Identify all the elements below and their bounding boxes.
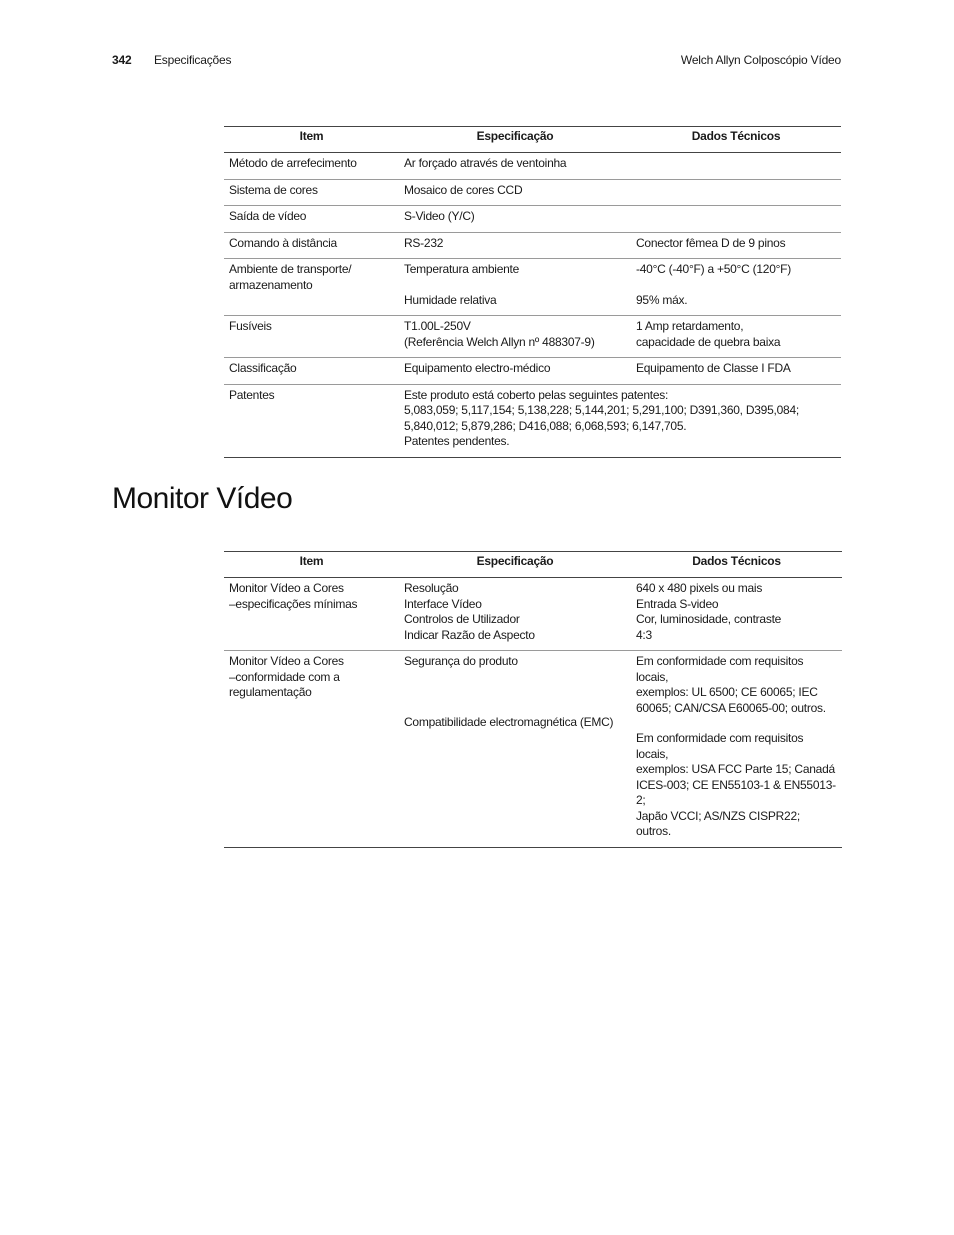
cell-item [224, 358, 399, 385]
cell-line: Monitor Vídeo a Cores [229, 581, 344, 595]
cell-line: ICES-003; CE EN55103-1 & EN55013-2; [636, 777, 836, 807]
cell-line: Este produto está coberto pelas seguintes patentes: [404, 387, 669, 402]
cell-line: Interface Vídeo [404, 596, 482, 611]
cell-spec [399, 259, 631, 316]
cell-line: –conformidade com a [229, 669, 340, 684]
cell-spec [399, 232, 631, 259]
table-row [224, 259, 841, 316]
column-header-item: Item [224, 552, 399, 578]
cell-line: 60065; CAN/CSA E60065-00; outros. [636, 700, 826, 715]
cell-line: exemplos: USA FCC Parte 15; Canadá [636, 762, 835, 776]
cell-item [224, 232, 399, 259]
table-row [224, 384, 841, 457]
cell-line: Equipamento de Classe I FDA [636, 361, 791, 375]
cell-spec [399, 153, 631, 180]
page-number: 342 [112, 53, 132, 67]
cell-line: Japão VCCI; AS/NZS CISPR22; outros. [636, 808, 800, 838]
cell-data [631, 206, 841, 233]
cell-line: 640 x 480 pixels ou mais [636, 581, 763, 595]
cell-line: (Referência Welch Allyn nº 488307-9) [404, 334, 595, 349]
line-gap [636, 716, 837, 731]
table-row [224, 358, 841, 385]
cell-line: Mosaico de cores CCD [404, 182, 523, 197]
cell-line: Patentes [229, 387, 275, 402]
cell-item [224, 206, 399, 233]
cell-line: Resolução [404, 581, 459, 595]
cell-item [224, 316, 399, 358]
cell-line: regulamentação [229, 685, 312, 699]
cell-line: 5,840,012; 5,879,286; D416,088; 6,068,593; 6,147,705. [404, 418, 687, 433]
table-row [224, 179, 841, 206]
cell-item [224, 179, 399, 206]
cell-data [631, 259, 841, 316]
cell-line: Temperatura ambiente [404, 262, 520, 276]
cell-data [631, 179, 841, 206]
cell-line: Equipamento electro-médico [404, 361, 551, 375]
section-title: Monitor Vídeo [112, 482, 293, 515]
table-row [224, 578, 842, 651]
cell-line: S-Video (Y/C) [404, 209, 475, 223]
column-header-item: Item [224, 127, 399, 153]
specifications-table [224, 126, 841, 458]
cell-line: Conector fêmea D de 9 pinos [636, 235, 786, 250]
table-header-row [224, 127, 841, 153]
table-row [224, 153, 841, 180]
cell-line: 4:3 [636, 627, 652, 642]
cell-data [631, 358, 841, 385]
cell-spec [399, 179, 631, 206]
table-row [224, 651, 842, 848]
cell-line: Classificação [229, 361, 297, 375]
cell-data [631, 316, 841, 358]
monitor-specifications-table [224, 551, 842, 848]
column-header-spec: Especificação [399, 127, 631, 153]
cell-line: Humidade relativa [404, 292, 497, 307]
cell-item [224, 384, 399, 457]
cell-line: –especificações mínimas [229, 596, 358, 611]
cell-line: Patentes pendentes. [404, 434, 510, 448]
cell-item [224, 153, 399, 180]
table-body [224, 153, 841, 458]
cell-item [224, 259, 399, 316]
cell-line: Controlos de Utilizador [404, 612, 520, 626]
column-header-data: Dados Técnicos [631, 127, 841, 153]
cell-line: Monitor Vídeo a Cores [229, 654, 344, 668]
cell-spec-full [399, 384, 841, 457]
cell-spec [399, 578, 631, 651]
cell-item [224, 578, 399, 651]
cell-spec [399, 651, 631, 848]
document-title: Welch Allyn Colposcópio Vídeo [680, 53, 841, 67]
cell-line: 95% máx. [636, 292, 688, 307]
cell-line: 1 Amp retardamento, [636, 319, 744, 333]
line-gap [404, 685, 626, 700]
cell-line: Fusíveis [229, 319, 272, 333]
column-header-data: Dados Técnicos [631, 552, 842, 578]
cell-line: Comando à distância [229, 235, 337, 250]
line-gap [404, 700, 626, 715]
table-row [224, 206, 841, 233]
table-header-row [224, 552, 842, 578]
cell-spec [399, 358, 631, 385]
cell-spec [399, 316, 631, 358]
cell-line: Entrada S-video [636, 596, 719, 611]
cell-line: exemplos: UL 6500; CE 60065; IEC [636, 685, 818, 699]
table-row [224, 316, 841, 358]
cell-line: capacidade de quebra baixa [636, 334, 781, 349]
cell-line: -40°C (-40°F) a +50°C (120°F) [636, 262, 791, 276]
cell-line: Indicar Razão de Aspecto [404, 627, 535, 642]
cell-item [224, 651, 399, 848]
cell-line: Método de arrefecimento [229, 156, 357, 170]
cell-line: Segurança do produto [404, 654, 518, 668]
cell-line: Cor, luminosidade, contraste [636, 612, 782, 626]
line-gap [404, 278, 626, 293]
cell-line: RS-232 [404, 235, 444, 250]
line-gap [636, 278, 836, 293]
cell-line: T1.00L-250V [404, 319, 471, 333]
cell-line: Compatibilidade electromagnética (EMC) [404, 714, 614, 729]
column-header-spec: Especificação [399, 552, 631, 578]
table-body [224, 578, 842, 848]
cell-spec [399, 206, 631, 233]
cell-line: Sistema de cores [229, 182, 318, 197]
running-header [112, 53, 841, 69]
cell-data [631, 651, 842, 848]
cell-line: Em conformidade com requisitos locais, [636, 731, 804, 761]
cell-line: armazenamento [229, 277, 313, 292]
cell-line: Saída de vídeo [229, 209, 307, 223]
cell-data [631, 153, 841, 180]
cell-line: Ambiente de transporte/ [229, 262, 352, 276]
line-gap [404, 670, 626, 685]
table-row [224, 232, 841, 259]
cell-data [631, 578, 842, 651]
cell-data [631, 232, 841, 259]
cell-line: Ar forçado através de ventoinha [404, 156, 567, 170]
cell-line: 5,083,059; 5,117,154; 5,138,228; 5,144,201; 5,291,100; D391,360, D395,084; [404, 403, 799, 417]
section-name: Especificações [154, 53, 232, 67]
cell-line: Em conformidade com requisitos locais, [636, 654, 804, 684]
